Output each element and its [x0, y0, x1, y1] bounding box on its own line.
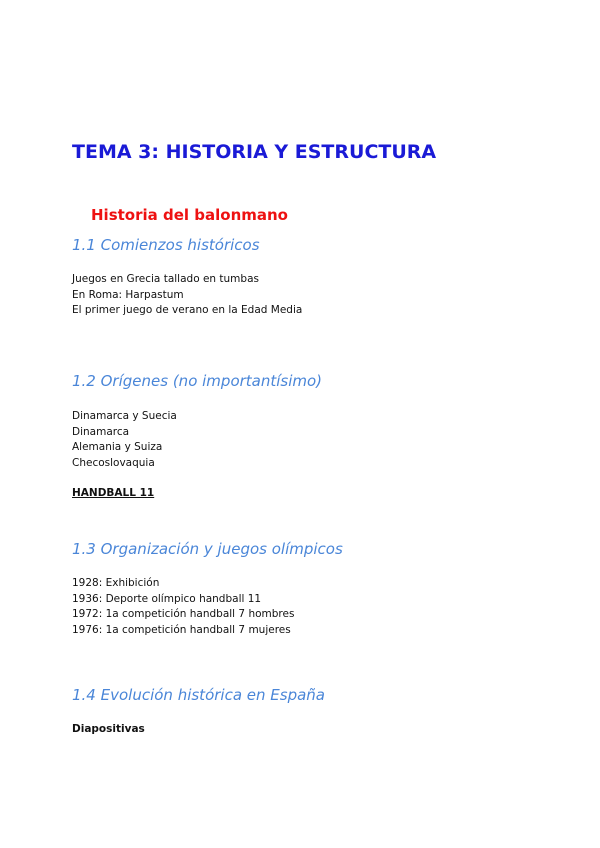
section-heading-organizacion: 1.3 Organización y juegos olímpicos: [72, 540, 343, 558]
list-item: Dinamarca: [72, 425, 130, 438]
list-item: 1936: Deporte olímpico handball 11: [72, 592, 262, 605]
section-list-organizacion: [72, 576, 294, 639]
section-heading-origenes: 1.2 Orígenes (no importantísimo): [72, 372, 323, 390]
list-item: El primer juego de verano en la Edad Media: [72, 304, 303, 317]
list-item: Dinamarca y Suecia: [72, 410, 177, 422]
diapositivas-note: Diapositivas: [72, 723, 145, 735]
section-heading-comienzos: 1.1 Comienzos históricos: [72, 236, 260, 254]
list-item: 1976: 1a competición handball 7 mujeres: [72, 624, 291, 637]
list-item: 1972: 1a competición handball 7 hombres: [72, 608, 295, 621]
page-title: TEMA 3: HISTORIA Y ESTRUCTURA: [72, 141, 437, 163]
list-item: Checoslovaquia: [72, 457, 155, 470]
section-heading-evolucion: 1.4 Evolución histórica en España: [72, 686, 325, 704]
page-subtitle: Historia del balonmano: [91, 206, 288, 224]
handball-note: HANDBALL 11: [72, 487, 155, 499]
list-item: Alemania y Suiza: [72, 441, 163, 454]
list-item: 1928: Exhibición: [72, 577, 160, 589]
section-list-origenes: [72, 409, 177, 472]
list-item: Juegos en Grecia tallado en tumbas: [72, 273, 259, 285]
section-list-comienzos: [72, 272, 302, 319]
list-item: En Roma: Harpastum: [72, 288, 184, 301]
